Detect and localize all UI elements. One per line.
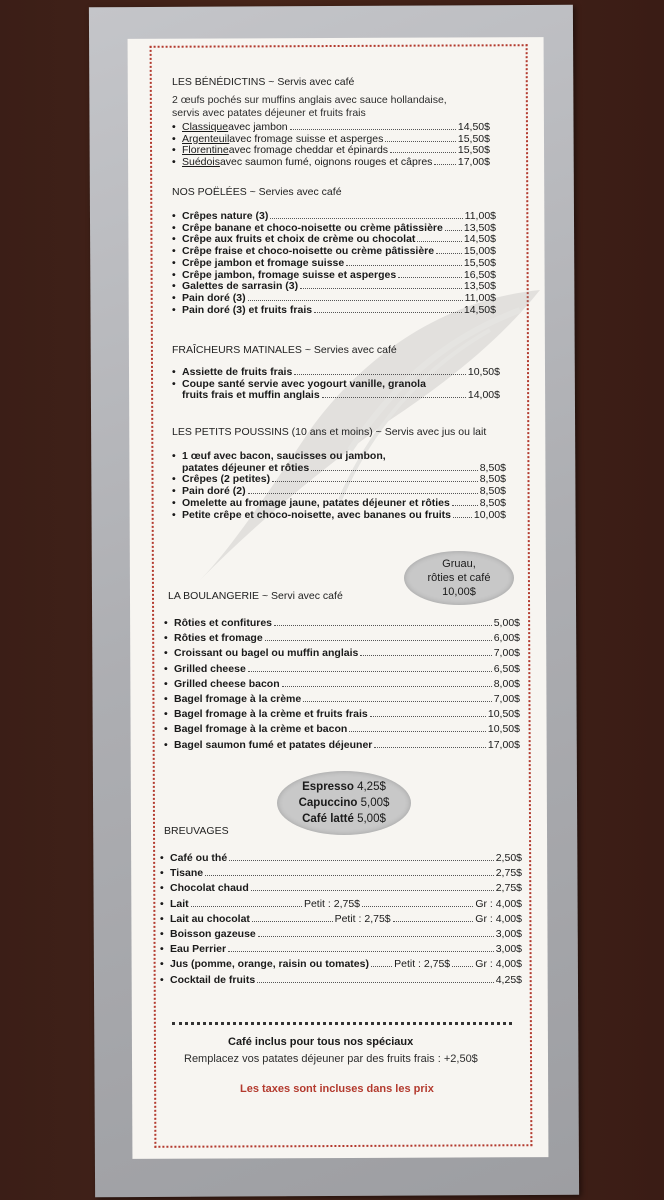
menu-item-row [160,974,522,986]
item-name: avec fromage cheddar et épinards [228,144,389,156]
bullet-marker: • [172,377,176,390]
menu-item-row [172,304,496,316]
dot-leader [294,374,466,375]
bullet-marker: • [160,928,164,940]
gruau-price: 10,00$ [442,586,476,598]
item-name: Petite crêpe et choco-noisette, avec bananes ou fruits [182,508,451,521]
menu-item-row [172,144,490,156]
item-name: Lait au chocolat [170,912,250,925]
item-name: Bagel saumon fumé et patates déjeuner [174,738,373,751]
item-price: 14,00$ [467,389,500,401]
item-price-small: Petit : 2,75$ [303,897,361,910]
item-name: Eau Perrier [170,943,227,956]
bullet-marker: • [172,508,176,521]
menu-item-row [164,723,520,735]
dot-leader [248,671,492,672]
item-price: Gr : 4,00$ [475,912,522,925]
menu-item-row [164,678,520,690]
dot-leader [349,731,486,732]
item-name: Croissant ou bagel ou muffin anglais [174,647,359,660]
menu-item-row [172,257,496,269]
bullet-marker: • [160,882,164,895]
dot-leader [257,982,494,983]
dot-leader [374,747,485,748]
dot-leader [436,253,462,254]
bullet-marker: • [164,693,168,705]
item-price: 2,50$ [495,852,522,864]
dot-leader [362,906,473,907]
dot-leader [385,141,456,142]
dot-leader [393,921,474,922]
menu-item-row [164,708,520,720]
item-name: avec jambon [228,121,288,133]
dot-leader [282,686,492,687]
item-price: Gr : 4,00$ [475,958,522,971]
capuccino-label: Capuccino [298,797,358,809]
menu-item-row [160,898,522,910]
menu-item-row [172,450,506,462]
bullet-marker: • [172,485,176,498]
dot-leader [360,655,491,656]
menu-item-row [172,222,496,234]
dot-leader [311,470,478,471]
dot-leader [370,716,486,717]
menu-item-row [172,269,496,281]
bullet-marker: • [160,943,164,956]
dot-leader [445,230,462,231]
item-name: Tisane [170,867,204,880]
taxes-notice: Les taxes sont incluses dans les prix [240,1083,434,1095]
item-price: 6,00$ [493,632,520,645]
item-price: 11,00$ [464,210,496,222]
menu-item-row [172,462,506,474]
item-price: 3,00$ [495,928,522,940]
item-price: 16,50$ [463,268,496,281]
gruau-line1: Gruau, [442,558,476,570]
menu-item-row [164,647,520,659]
menu-item-row [164,739,520,751]
espresso-oval [277,771,411,835]
menu-item-row [160,882,522,894]
item-price: 8,00$ [493,677,520,690]
item-price: 17,00$ [457,155,490,168]
item-name: fruits frais et muffin anglais [182,389,320,401]
item-name: Jus (pomme, orange, raisin ou tomates) [170,958,369,971]
item-price: 10,50$ [487,723,520,736]
menu-item-row [160,943,522,955]
menu-item-row [160,958,522,970]
bullet-marker: • [172,233,176,246]
item-price: 14,50$ [463,233,496,246]
dot-leader [314,312,462,313]
menu-item-row [172,509,506,521]
cafe-latte-label: Café latté [302,813,354,825]
item-name: Crêpes nature (3) [182,210,269,222]
item-name: Bagel fromage à la crème et bacon [174,723,348,736]
item-name-underlined: Argenteuil [182,132,230,145]
bullet-marker: • [172,155,176,168]
item-name: Coupe santé servie avec yogourt vanille, granola [182,377,426,390]
item-name: 1 œuf avec bacon, saucisses ou jambon, [182,450,386,462]
espresso-price: 4,25$ [357,781,386,793]
item-price: 8,50$ [479,496,506,509]
bullet-marker: • [160,897,164,910]
menu-item-row [172,245,496,257]
bullet-marker: • [172,121,176,133]
item-price: 7,00$ [493,693,520,705]
item-name: Crêpe fraise et choco-noisette ou crème pâtissière [182,245,435,258]
menu-item-row [172,389,500,401]
item-name: Crêpe jambon, fromage suisse et asperges [182,268,397,281]
item-name: Lait [170,897,189,910]
dot-leader [252,921,333,922]
item-price: 15,50$ [457,132,490,145]
item-name: Grilled cheese [174,662,246,675]
dot-leader [265,640,492,641]
item-price: 6,50$ [493,662,520,675]
bullet-marker: • [172,268,176,281]
menu-item-row [172,485,506,497]
dot-leader [272,481,478,482]
bullet-marker: • [164,738,168,751]
bullet-marker: • [164,662,168,675]
dot-leader [274,625,492,626]
bullet-marker: • [160,867,164,880]
bullet-marker: • [164,617,168,629]
item-name: Galettes de sarrasin (3) [182,280,299,293]
section-title-fraicheurs: FRAÎCHEURS MATINALES ~ Servies avec café [172,344,397,356]
item-price: 14,50$ [457,121,490,133]
section-title-benedictins: LES BÉNÉDICTINS ~ Servis avec café [172,76,355,88]
bullet-marker: • [160,852,164,864]
menu-item-row [160,852,522,864]
item-name: Cocktail de fruits [170,973,256,986]
bullet-marker: • [172,245,176,258]
bullet-marker: • [172,280,176,293]
item-price: 14,50$ [463,303,496,316]
gruau-line2: rôties et café [427,572,491,584]
item-price: 4,25$ [495,973,522,986]
bullet-marker: • [160,973,164,986]
item-price: 8,50$ [479,485,506,498]
bullet-marker: • [172,303,176,316]
bullet-marker: • [160,958,164,971]
item-price: 15,50$ [463,256,496,269]
benedictins-description-1: 2 œufs pochés sur muffins anglais avec sauce hollandaise, [172,94,447,106]
item-name: Bagel fromage à la crème [174,693,302,705]
menu-item-row [172,210,496,222]
item-price: 15,50$ [457,144,490,156]
item-price: 17,00$ [487,738,520,751]
item-name: Boisson gazeuse [170,928,256,940]
dot-leader [322,397,466,398]
item-price: 10,50$ [487,708,520,721]
espresso-label: Espresso [302,781,354,793]
item-name: Crêpe banane et choco-noisette ou crème pâtissière [182,221,443,234]
dot-leader [452,966,473,967]
item-name: Bagel fromage à la crème et fruits frais [174,708,368,721]
item-price: 2,75$ [495,867,522,880]
dot-leader [371,966,392,967]
item-name: Pain doré (3) [182,291,246,304]
section-title-boulangerie: LA BOULANGERIE ~ Servi avec café [168,590,343,602]
section-title-poussins: LES PETITS POUSSINS (10 ans et moins) ~ Servis avec jus ou lait [172,426,487,438]
bullet-marker: • [172,496,176,509]
item-name: Crêpes (2 petites) [182,473,271,486]
item-name-underlined: Classique [182,121,229,133]
item-price: 8,50$ [479,473,506,486]
item-price: 10,50$ [467,366,500,378]
item-price: 13,50$ [463,221,496,234]
dot-leader [453,517,472,518]
menu-item-row [164,632,520,644]
bullet-marker: • [172,144,176,156]
dot-leader [205,875,494,876]
footer-separator [172,1022,512,1025]
menu-item-row [160,928,522,940]
gruau-oval [404,551,514,605]
capuccino-price: 5,00$ [360,797,390,809]
cafe-latte-price: 5,00$ [357,813,386,825]
dot-leader [300,288,462,289]
menu-item-row [164,663,520,675]
dot-leader [251,890,494,891]
menu-item-row [172,233,496,245]
item-price-small: Petit : 2,75$ [394,958,451,971]
bullet-marker: • [160,912,164,925]
footer-line2: Remplacez vos patates déjeuner par des fruits frais : +2,50$ [184,1053,478,1065]
item-name: Grilled cheese bacon [174,677,280,690]
menu-item-row [172,473,506,485]
bullet-marker: • [172,256,176,269]
bullet-marker: • [172,473,176,486]
bullet-marker: • [172,366,176,378]
item-price: 8,50$ [479,461,506,474]
bullet-marker: • [164,677,168,690]
dot-leader [452,505,478,506]
menu-item-row [160,913,522,925]
dot-leader [248,493,478,494]
item-name-underlined: Suédois [182,155,220,168]
menu-item-row [172,366,500,378]
item-name: Rôties et confitures [174,617,273,629]
bullet-marker: • [172,450,176,462]
menu-item-row [172,378,500,390]
item-price: 7,00$ [493,647,520,660]
dot-leader [390,152,456,153]
dot-leader [290,129,456,130]
item-price: 2,75$ [495,882,522,895]
menu-item-row [172,156,490,168]
dot-leader [434,164,455,165]
menu-item-row [172,280,496,292]
dot-leader [346,265,462,266]
menu-item-row [164,617,520,629]
item-name: patates déjeuner et rôties [182,461,310,474]
footer-line1: Café inclus pour tous nos spéciaux [228,1036,414,1048]
menu-item-row [164,693,520,705]
item-name-underlined: Florentine [182,144,229,156]
item-name: Pain doré (3) et fruits frais [182,303,313,316]
bullet-marker: • [164,632,168,645]
item-name: Crêpe jambon et fromage suisse [182,256,345,269]
item-name: avec fromage suisse et asperges [229,132,384,145]
item-name: Rôties et fromage [174,632,263,645]
dot-leader [270,218,462,219]
item-name: Assiette de fruits frais [182,366,293,378]
menu-item-row [160,867,522,879]
item-price: 13,50$ [463,280,496,293]
dot-leader [229,860,494,861]
item-price: 3,00$ [495,943,522,956]
menu-item-row [172,121,490,133]
item-price-small: Petit : 2,75$ [334,912,391,925]
bullet-marker: • [172,210,176,222]
item-name: Crêpe aux fruits et choix de crème ou chocolat [182,233,416,246]
item-name: Chocolat chaud [170,882,249,895]
bullet-marker: • [172,132,176,145]
section-title-breuvages: BREUVAGES [164,825,229,837]
dot-leader [303,701,491,702]
item-name: Omelette au fromage jaune, patates déjeuner et rôties [182,496,450,509]
bullet-marker: • [172,221,176,234]
dot-leader [417,241,461,242]
menu-item-row [172,292,496,304]
item-name: Café ou thé [170,852,228,864]
item-price: 15,00$ [463,245,496,258]
item-name: avec saumon fumé, oignons rouges et câpres [219,155,433,168]
item-price: Gr : 4,00$ [475,897,523,910]
dot-leader [191,906,302,907]
item-price: 10,00$ [473,508,506,521]
bullet-marker: • [164,708,168,721]
menu-item-row [172,497,506,509]
benedictins-description-2: servis avec patates déjeuner et fruits frais [172,107,366,119]
dot-leader [258,936,494,937]
dot-leader [248,300,463,301]
item-name: Pain doré (2) [182,485,246,498]
section-title-poelees: NOS POËLÉES ~ Servies avec café [172,186,342,198]
bullet-marker: • [172,291,176,304]
bullet-marker: • [164,647,168,660]
bullet-marker: • [164,723,168,736]
menu-item-row [172,133,490,145]
item-price: 11,00$ [464,291,496,304]
item-price: 5,00$ [493,617,520,629]
dot-leader [398,277,462,278]
dot-leader [228,951,494,952]
